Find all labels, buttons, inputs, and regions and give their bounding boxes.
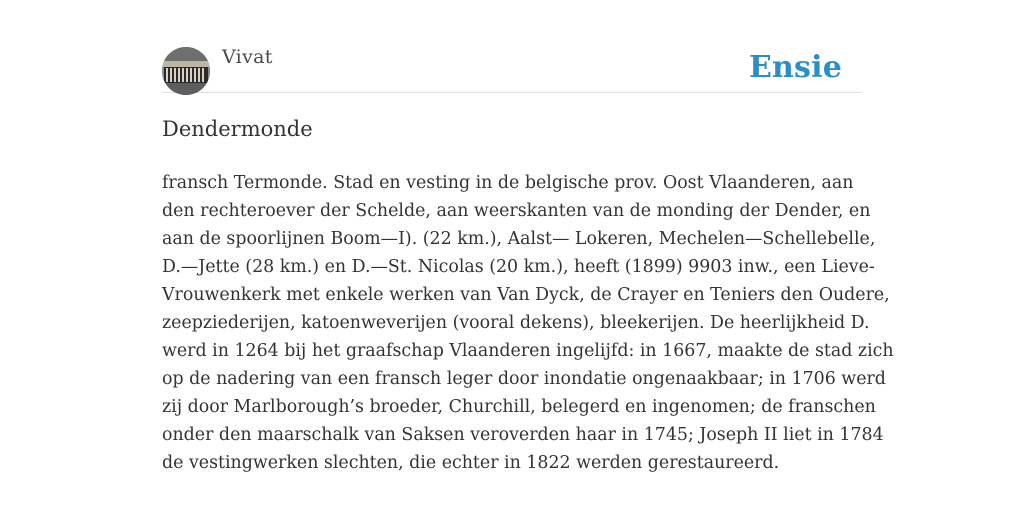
body-line: D.—Jette (28 km.) en D.—St. Nicolas (20 km.), heeft (1899) 9903 inw., een Lieve- bbox=[162, 257, 875, 277]
body-line: op de nadering van een fransch leger door inondatie ongenaakbaar; in 1706 werd bbox=[162, 369, 886, 389]
body-line: de vestingwerken slechten, die echter in 1822 werden gerestaureerd. bbox=[162, 453, 780, 473]
brand-logo[interactable]: Ensie bbox=[748, 50, 842, 85]
body-line: onder den maarschalk van Saksen veroverden haar in 1745; Joseph II liet in 1784 bbox=[162, 425, 884, 445]
avatar-image bbox=[162, 47, 210, 95]
body-line: fransch Termonde. Stad en vesting in de belgische prov. Oost Vlaanderen, aan bbox=[162, 173, 854, 193]
entry-title: Dendermonde bbox=[162, 117, 313, 141]
author-name[interactable]: Vivat bbox=[222, 46, 273, 68]
body-line: werd in 1264 bij het graafschap Vlaanderen ingelijfd: in 1667, maakte de stad zich bbox=[162, 341, 894, 361]
body-line: zeepziederijen, katoenweverijen (vooral dekens), bleekerijen. De heerlijkheid D. bbox=[162, 313, 870, 333]
author-avatar[interactable] bbox=[162, 47, 210, 95]
body-line: zij door Marlborough’s broeder, Churchill, belegerd en ingenomen; de franschen bbox=[162, 397, 876, 417]
body-line: aan de spoorlijnen Boom—I). (22 km.), Aalst— Lokeren, Mechelen—Schellebelle, bbox=[162, 229, 876, 249]
header bbox=[162, 46, 862, 93]
entry-body bbox=[162, 169, 894, 477]
body-line: Vrouwenkerk met enkele werken van Van Dyck, de Crayer en Teniers den Oudere, bbox=[162, 285, 890, 305]
body-line: den rechteroever der Schelde, aan weerskanten van de monding der Dender, en bbox=[162, 201, 871, 221]
